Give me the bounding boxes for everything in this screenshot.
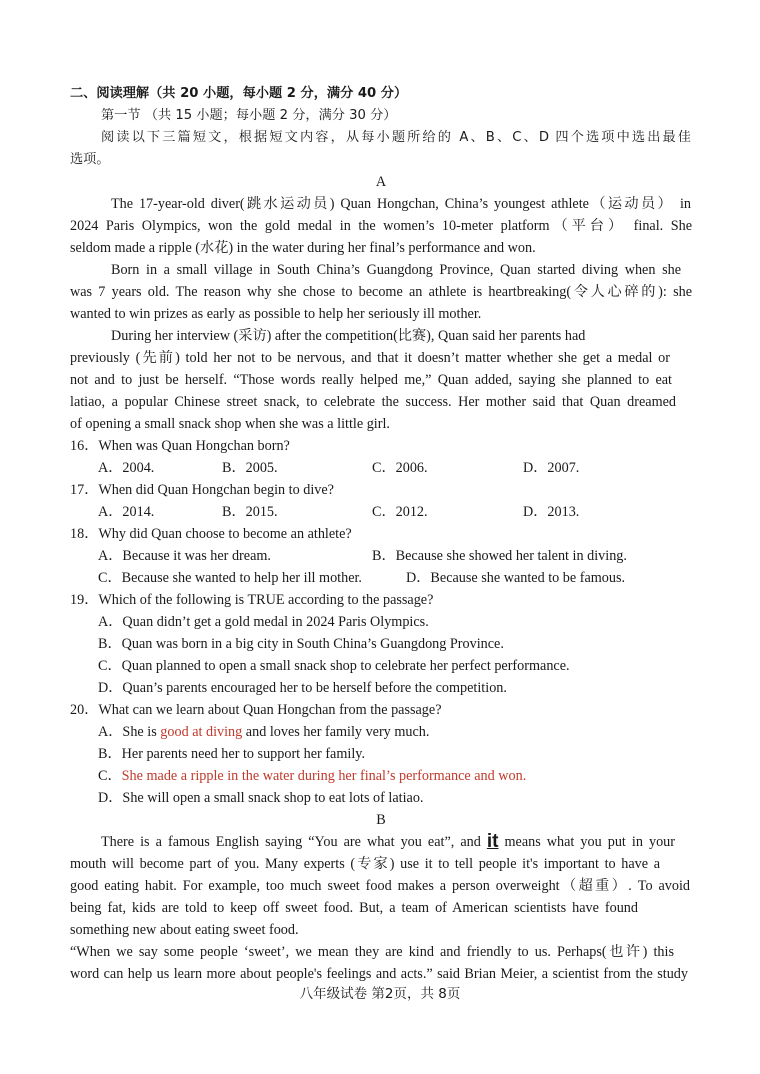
passage-b-text: means what you put in your xyxy=(498,834,675,850)
passage-a-line: 2024 Paris Olympics, won the gold medal in the women’s 10-meter platform（平台） final. She xyxy=(70,218,692,234)
question-18-option-d[interactable]: D．Because she wanted to be famous. xyxy=(406,570,626,586)
question-19-stem: 19．Which of the following is TRUE according to the passage? xyxy=(70,592,434,608)
question-20-option-c[interactable] xyxy=(98,766,526,786)
instructions-line-1: 阅读以下三篇短文，根据短文内容，从每小题所给的 A、B、C、D 四个选项中选出最佳 xyxy=(101,130,691,145)
question-16-option-b[interactable]: B．2005. xyxy=(222,460,278,476)
section-subheading: 第一节 （共 15 小题；每小题 2 分，满分 30 分） xyxy=(101,108,397,123)
passage-a-line: seldom made a ripple (水花) in the water during her final’s performance and won. xyxy=(70,240,536,256)
passage-a-line: was 7 years old. The reason why she chose to become an athlete is heartbreaking(令人心碎的): she xyxy=(70,284,692,300)
passage-b-line: something new about eating sweet food. xyxy=(70,922,299,938)
option-a-text-end: and loves her family very much. xyxy=(242,724,430,740)
section-heading: 二、阅读理解（共 20 小题，每小题 2 分，满分 40 分） xyxy=(70,86,408,101)
question-17-option-b[interactable]: B．2015. xyxy=(222,504,278,520)
passage-a-line: previously (先前) told her not to be nervous, and that it doesn’t matter whether she get a medal or xyxy=(70,350,670,366)
question-20-option-b[interactable]: B．Her parents need her to support her family. xyxy=(98,746,365,762)
highlighted-text: good at diving xyxy=(160,724,243,740)
passage-b-line: word can help us learn more about people's feelings and acts.” said Brian Meier, a scientist from the study xyxy=(70,966,688,982)
question-18-option-a[interactable]: A．Because it was her dream. xyxy=(98,548,271,564)
question-16-option-d[interactable]: D．2007. xyxy=(523,460,580,476)
passage-b-label: B xyxy=(376,812,386,828)
passage-a-line: of opening a small snack shop when she was a little girl. xyxy=(70,416,390,432)
emphasized-word: it xyxy=(486,831,499,852)
passage-a-line: Born in a small village in South China’s Guangdong Province, Quan started diving when she xyxy=(111,262,681,278)
question-16-option-c[interactable]: C．2006. xyxy=(372,460,428,476)
question-16-stem: 16．When was Quan Hongchan born? xyxy=(70,438,290,454)
passage-b-line: “When we say some people ‘sweet’, we mean they are kind and friendly to us. Perhaps(也许) this xyxy=(70,944,674,960)
passage-a-line: not and to just be herself. “Those words really helped me,” Quan added, saying she planned to eat xyxy=(70,372,672,388)
question-17-option-a[interactable]: A．2014. xyxy=(98,504,155,520)
passage-b-text: There is a famous English saying “You are what you eat”, and xyxy=(101,834,487,850)
question-17-stem: 17．When did Quan Hongchan begin to dive? xyxy=(70,482,334,498)
question-18-option-c[interactable]: C．Because she wanted to help her ill mother. xyxy=(98,570,362,586)
passage-a-line: The 17-year-old diver(跳水运动员) Quan Hongchan, China’s youngest athlete（运动员） in xyxy=(111,196,691,212)
question-20-stem: 20．What can we learn about Quan Hongchan from the passage? xyxy=(70,702,442,718)
question-18-option-b[interactable]: B．Because she showed her talent in diving. xyxy=(372,548,627,564)
passage-a-line: latiao, a popular Chinese street snack, to celebrate the success. Her mother said that Quan dreamed xyxy=(70,394,676,410)
question-19-option-b[interactable]: B．Quan was born in a big city in South China’s Guangdong Province. xyxy=(98,636,504,652)
question-20-option-a[interactable] xyxy=(98,722,429,742)
page-footer: 八年级试卷 第2页，共 8页 xyxy=(299,986,461,1002)
passage-a-label: A xyxy=(375,174,387,190)
passage-a-line: wanted to win prizes as early as possible to help her seriously ill mother. xyxy=(70,306,482,322)
option-c-letter: C． xyxy=(98,768,122,784)
passage-b-line: mouth will become part of you. Many experts (专家) use it to tell people it's important to have a xyxy=(70,856,660,872)
passage-a-line: During her interview (采访) after the competition(比赛), Quan said her parents had xyxy=(111,328,586,344)
passage-b-line: being fat, kids are told to keep off sweet food. But, a team of American scientists have found xyxy=(70,900,638,916)
question-17-option-d[interactable]: D．2013. xyxy=(523,504,580,520)
question-19-option-a[interactable]: A．Quan didn’t get a gold medal in 2024 Paris Olympics. xyxy=(98,614,429,630)
instructions-line-2: 选项。 xyxy=(70,152,110,167)
highlighted-text: She made a ripple in the water during her final’s performance and won. xyxy=(121,768,527,784)
question-19-option-c[interactable]: C．Quan planned to open a small snack shop to celebrate her perfect performance. xyxy=(98,658,570,674)
option-a-text-start: A．She is xyxy=(98,724,161,740)
question-19-option-d[interactable]: D．Quan’s parents encouraged her to be herself before the competition. xyxy=(98,680,507,696)
question-17-option-c[interactable]: C．2012. xyxy=(372,504,428,520)
passage-b-line: good eating habit. For example, too much sweet food makes a person overweight（超重）. To avoid xyxy=(70,878,690,894)
question-18-stem: 18．Why did Quan choose to become an athlete? xyxy=(70,526,352,542)
question-16-option-a[interactable]: A．2004. xyxy=(98,460,155,476)
passage-b-line xyxy=(101,832,675,852)
question-20-option-d[interactable]: D．She will open a small snack shop to eat lots of latiao. xyxy=(98,790,424,806)
